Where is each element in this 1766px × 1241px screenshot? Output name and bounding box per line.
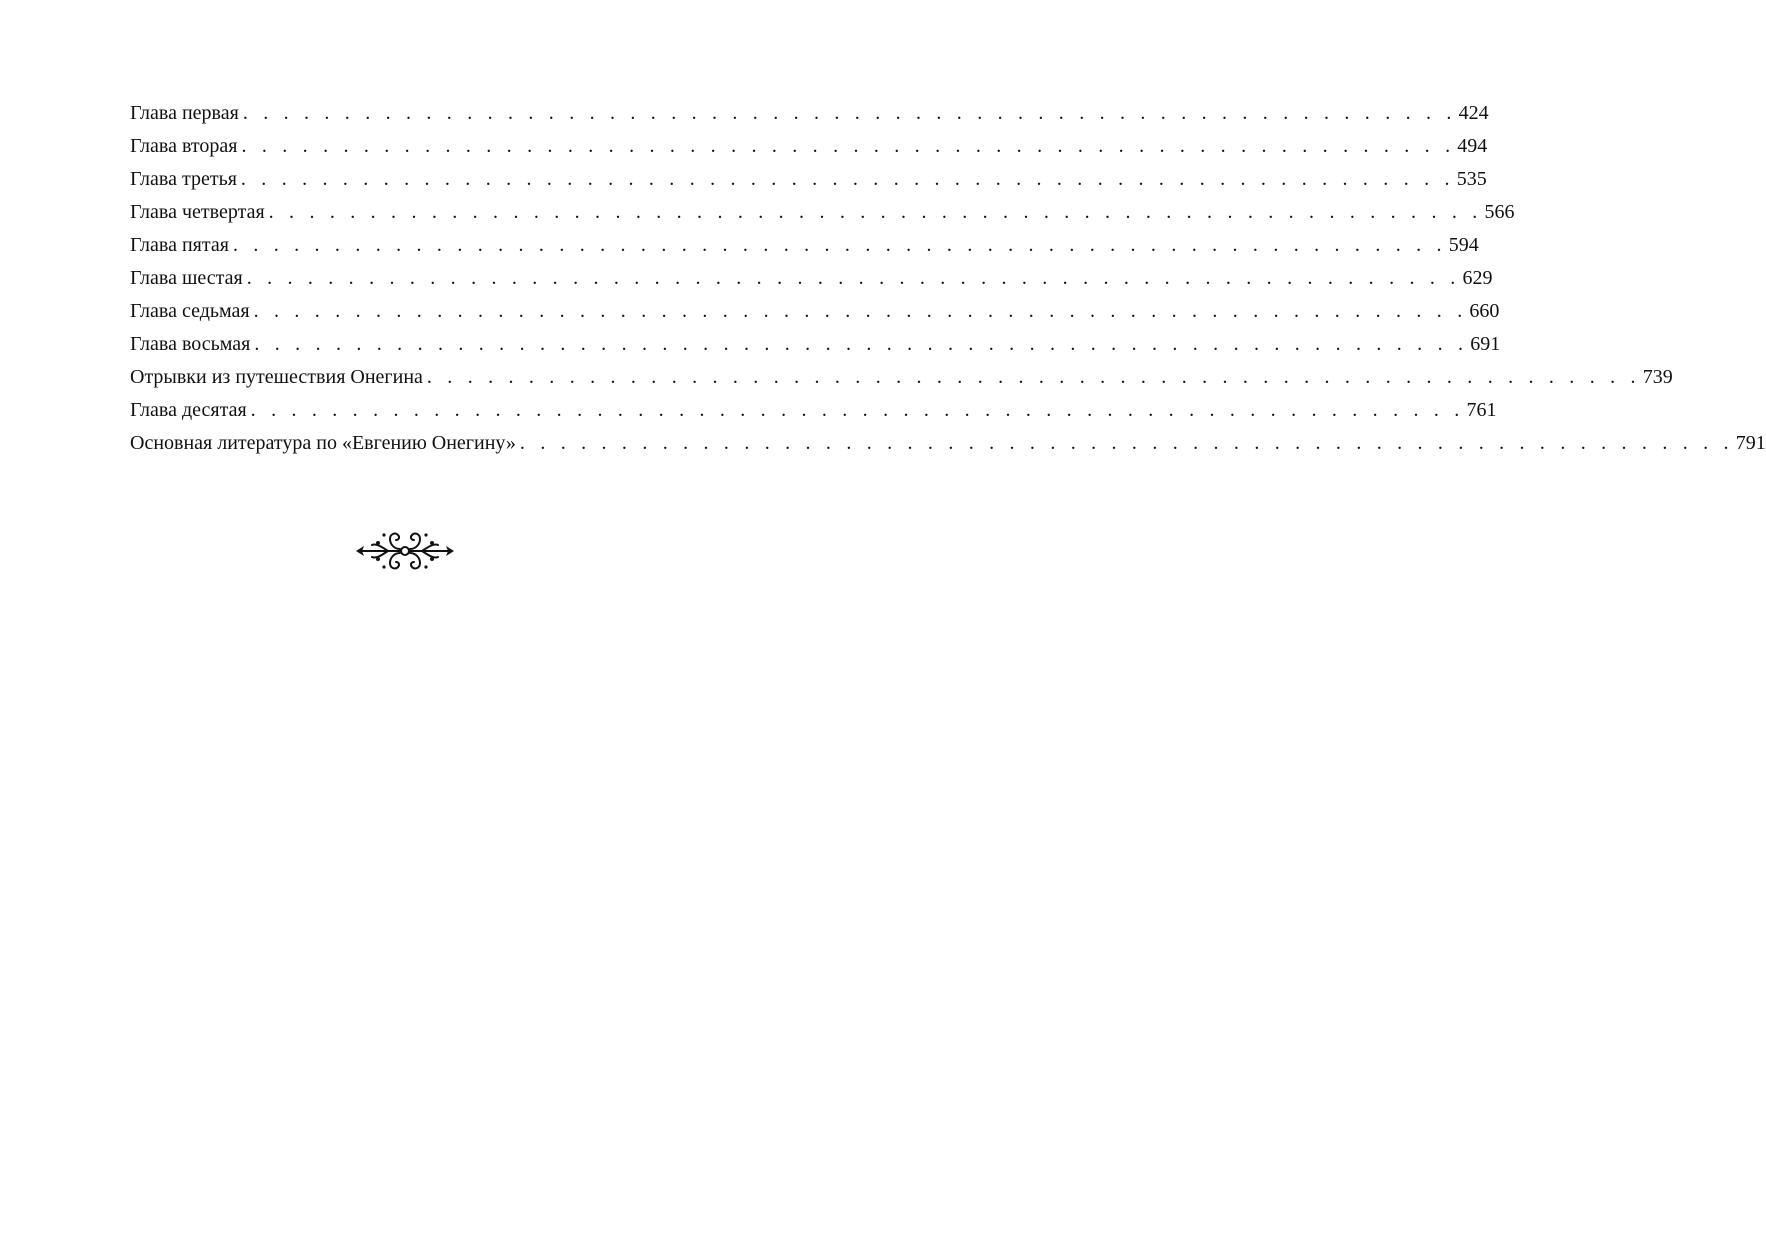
toc-entry-title: Глава шестая	[130, 267, 243, 289]
toc-entry-page: 791	[1735, 432, 1766, 454]
toc-entry-title: Глава четвертая	[130, 201, 265, 223]
toc-entry-page: 660	[1469, 300, 1500, 322]
dot-leader: . . . . . . . . . . . . . . . . . . . . . . . . . . . . . . . . . . . . . . . . . . . . . . . . . . . . . . . . . . . .	[254, 333, 1469, 355]
dot-leader: . . . . . . . . . . . . . . . . . . . . . . . . . . . . . . . . . . . . . . . . . . . . . . . . . . . . . . . . . . . .	[426, 366, 1641, 388]
toc-entry[interactable]	[130, 196, 1515, 229]
toc-entry[interactable]	[130, 130, 1488, 163]
toc-entry[interactable]	[130, 163, 1487, 196]
toc-entry[interactable]	[130, 427, 1766, 460]
toc-entry[interactable]	[130, 97, 1489, 130]
toc-entry-title: Глава вторая	[130, 135, 238, 157]
toc-entry[interactable]	[130, 394, 1497, 427]
toc-entry[interactable]	[130, 262, 1493, 295]
toc-entry[interactable]	[130, 328, 1501, 361]
toc-entry-page: 424	[1458, 102, 1489, 124]
toc-entry-page: 691	[1470, 333, 1501, 355]
toc-entry-title: Глава седьмая	[130, 300, 250, 322]
toc-entry-page: 494	[1457, 135, 1488, 157]
dot-leader: . . . . . . . . . . . . . . . . . . . . . . . . . . . . . . . . . . . . . . . . . . . . . . . . . . . . . . . . . . . .	[250, 399, 1465, 421]
toc-entry-title: Глава первая	[130, 102, 239, 124]
toc-entry[interactable]	[130, 295, 1500, 328]
dot-leader: . . . . . . . . . . . . . . . . . . . . . . . . . . . . . . . . . . . . . . . . . . . . . . . . . . . . . . . . . . . .	[246, 267, 1461, 289]
toc-entry-title: Глава пятая	[130, 234, 229, 256]
dot-leader: . . . . . . . . . . . . . . . . . . . . . . . . . . . . . . . . . . . . . . . . . . . . . . . . . . . . . . . . . . . .	[240, 168, 1455, 190]
dot-leader: . . . . . . . . . . . . . . . . . . . . . . . . . . . . . . . . . . . . . . . . . . . . . . . . . . . . . . . . . . . .	[268, 201, 1483, 223]
dot-leader: . . . . . . . . . . . . . . . . . . . . . . . . . . . . . . . . . . . . . . . . . . . . . . . . . . . . . . . . . . . .	[253, 300, 1468, 322]
toc-entry-title: Глава десятая	[130, 399, 247, 421]
toc-entry-page: 535	[1456, 168, 1487, 190]
dot-leader: . . . . . . . . . . . . . . . . . . . . . . . . . . . . . . . . . . . . . . . . . . . . . . . . . . . . . . . . . . . .	[519, 432, 1734, 454]
toc-entry[interactable]	[130, 361, 1673, 394]
toc-entry-title: Основная литература по «Евгению Онегину»	[130, 432, 516, 454]
toc-entry-page: 629	[1462, 267, 1493, 289]
toc-entry-title: Глава восьмая	[130, 333, 251, 355]
toc-entry-page: 761	[1466, 399, 1497, 421]
table-of-contents	[130, 97, 1766, 460]
toc-entry-title: Отрывки из путешествия Онегина	[130, 366, 423, 388]
dot-leader: . . . . . . . . . . . . . . . . . . . . . . . . . . . . . . . . . . . . . . . . . . . . . . . . . . . . . . . . . . . .	[242, 102, 1457, 124]
toc-entry-page: 594	[1448, 234, 1479, 256]
toc-entry-page: 739	[1642, 366, 1673, 388]
toc-entry-title: Глава третья	[130, 168, 237, 190]
toc-entry[interactable]	[130, 229, 1479, 262]
toc-entry-page: 566	[1484, 201, 1515, 223]
scroll-flourish-icon	[354, 528, 456, 574]
dot-leader: . . . . . . . . . . . . . . . . . . . . . . . . . . . . . . . . . . . . . . . . . . . . . . . . . . . . . . . . . . . .	[241, 135, 1456, 157]
dot-leader: . . . . . . . . . . . . . . . . . . . . . . . . . . . . . . . . . . . . . . . . . . . . . . . . . . . . . . . . . . . .	[232, 234, 1447, 256]
